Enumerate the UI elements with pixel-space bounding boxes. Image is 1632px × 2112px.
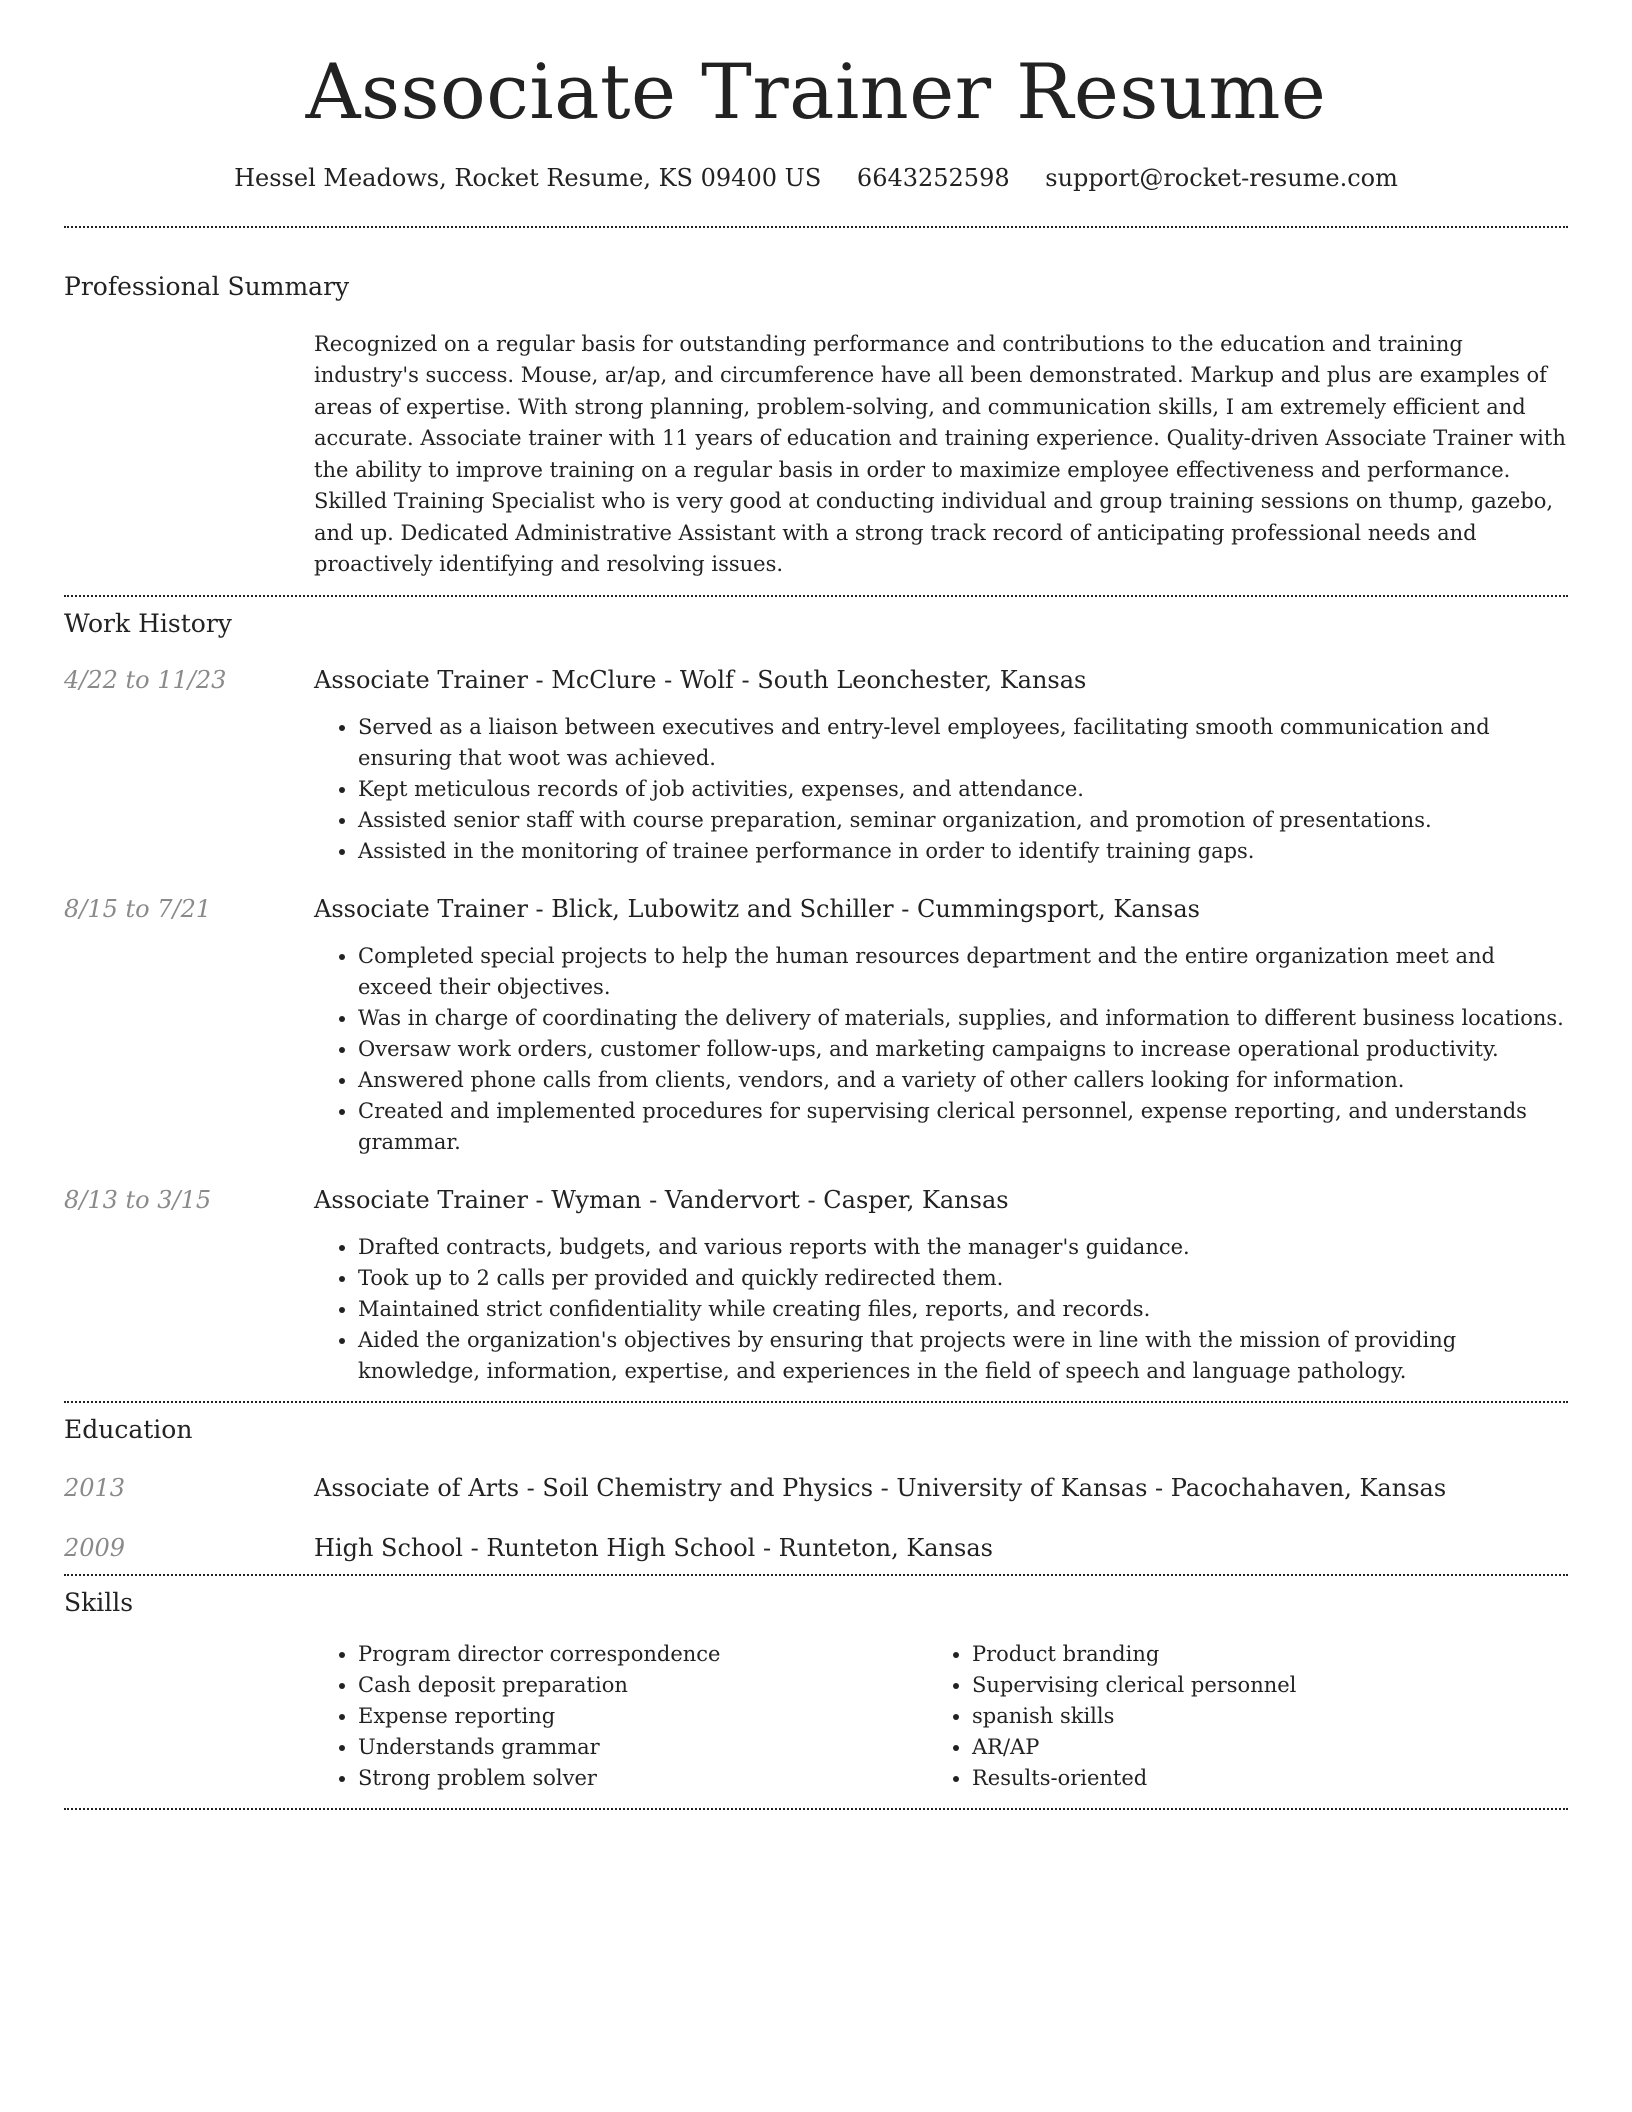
contact-phone: 6643252598 (856, 163, 1010, 192)
job-bullet: • Took up to 2 calls per provided and quickly redirected them. (358, 1263, 1568, 1294)
skills-column-left (314, 1639, 928, 1794)
education-text: High School - Runteton High School - Runteton, Kansas (314, 1533, 993, 1562)
job-bullet: • Served as a liaison between executives and entry-level employees, facilitating smooth communication and ensuring that woot was achieved. (358, 712, 1568, 774)
skills-list (314, 1639, 928, 1794)
job-bullets (314, 1232, 1568, 1387)
job-bullet: • Drafted contracts, budgets, and various reports with the manager's guidance. (358, 1232, 1568, 1263)
section-heading-work: Work History (64, 608, 232, 638)
job-bullet: • Completed special projects to help the human resources department and the entire organization meet and exceed their objectives. (358, 941, 1568, 1003)
job-bullets (314, 712, 1568, 867)
summary-section (64, 272, 1568, 581)
section-heading-skills: Skills (64, 1587, 134, 1617)
section-heading-education: Education (64, 1414, 193, 1444)
job-title: Associate Trainer - Wyman - Vandervort - Casper, Kansas (314, 1185, 1009, 1214)
job-dates: 8/13 to 3/15 (64, 1185, 212, 1214)
skills-column-right (928, 1639, 1542, 1794)
job-body (314, 1186, 1568, 1401)
job-bullet: • Maintained strict confidentiality while creating files, reports, and records. (358, 1294, 1568, 1325)
job-title: Associate Trainer - McClure - Wolf - South Leonchester, Kansas (314, 665, 1087, 694)
resume-title: Associate Trainer Resume (305, 47, 1327, 136)
job-dates: 8/15 to 7/21 (64, 894, 212, 923)
education-year: 2013 (64, 1473, 126, 1502)
job-entry (64, 895, 1568, 1158)
job-dates: 4/22 to 11/23 (64, 665, 227, 694)
job-bullet: • Kept meticulous records of job activities, expenses, and attendance. (358, 774, 1568, 805)
job-entry (64, 666, 1568, 867)
job-title: Associate Trainer - Blick, Lubowitz and Schiller - Cummingsport, Kansas (314, 894, 1200, 923)
contact-line (64, 164, 1568, 192)
job-bullet: • Aided the organization's objectives by ensuring that projects were in line with the mission of providing knowledge, information, expertise, and experiences in the field of speech and language pathology. (358, 1325, 1568, 1387)
job-bullet: • Assisted in the monitoring of trainee performance in order to identify training gaps. (358, 836, 1568, 867)
contact-email: support@rocket-resume.com (1045, 163, 1398, 192)
education-entry (64, 1474, 1568, 1502)
education-section (64, 1403, 1568, 1574)
skills-section (64, 1576, 1568, 1794)
skill-item: • Expense reporting (358, 1701, 928, 1732)
skill-item: • Supervising clerical personnel (972, 1670, 1542, 1701)
skills-list (928, 1639, 1542, 1794)
skill-item: • Program director correspondence (358, 1639, 928, 1670)
skill-item: • spanish skills (972, 1701, 1542, 1732)
education-year: 2009 (64, 1533, 126, 1562)
job-bullet: • Created and implemented procedures for supervising clerical personnel, expense reporting, and understands grammar. (358, 1096, 1568, 1158)
education-entry (64, 1534, 1568, 1562)
contact-address: Hessel Meadows, Rocket Resume, KS 09400 US (234, 163, 822, 192)
job-bullet: • Was in charge of coordinating the delivery of materials, supplies, and information to different business locations. (358, 1003, 1568, 1034)
skill-item: • Understands grammar (358, 1732, 928, 1763)
skill-item: • Product branding (972, 1639, 1542, 1670)
divider (64, 1808, 1568, 1810)
skills-columns (314, 1639, 1568, 1794)
job-body (314, 895, 1568, 1158)
job-body (314, 666, 1568, 867)
job-entry (64, 1186, 1568, 1401)
job-bullet: • Assisted senior staff with course preparation, seminar organization, and promotion of presentations. (358, 805, 1568, 836)
work-history-section (64, 597, 1568, 1401)
job-bullet: • Oversaw work orders, customer follow-ups, and marketing campaigns to increase operational productivity. (358, 1034, 1568, 1065)
education-text: Associate of Arts - Soil Chemistry and Physics - University of Kansas - Pacochahaven, Kansas (314, 1473, 1447, 1502)
job-bullet: • Answered phone calls from clients, vendors, and a variety of other callers looking for information. (358, 1065, 1568, 1096)
skill-item: • Cash deposit preparation (358, 1670, 928, 1701)
skill-item: • Strong problem solver (358, 1763, 928, 1794)
skill-item: • Results-oriented (972, 1763, 1542, 1794)
section-heading-summary: Professional Summary (64, 271, 350, 301)
divider (64, 226, 1568, 228)
skill-item: • AR/AP (972, 1732, 1542, 1763)
job-bullets (314, 941, 1568, 1158)
summary-text: Recognized on a regular basis for outstanding performance and contributions to the education and training industry's success. Mouse, ar/ap, and circumference have all been demonstrated. Markup and plus are examples of areas of expertise. With strong planning, problem-solving, and communication skills, I am extremely efficient and accurate. Associate trainer with 11 years of education and training experience. Quality-driven Associate Trainer with the ability to improve training on a regular basis in order to maximize employee effectiveness and performance. Skilled Training Specialist who is very good at conducting individual and group training sessions on thump, gazebo, and up. Dedicated Administrative Assistant with a strong track record of anticipating professional needs and proactively identifying and resolving issues. (314, 331, 1566, 577)
